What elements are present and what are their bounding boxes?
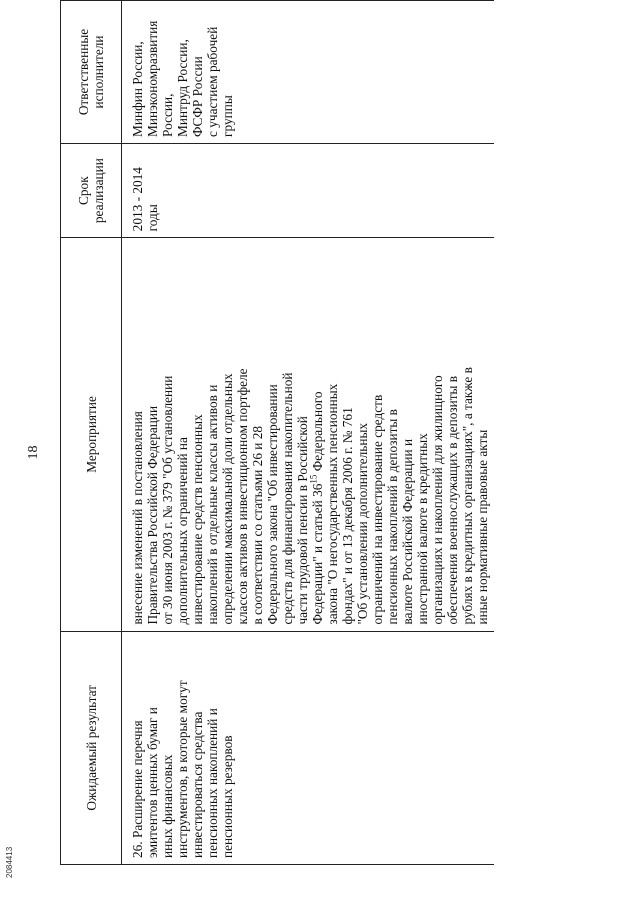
text-line: иные нормативные правовые акты (475, 429, 490, 625)
text-line: пенсионных накоплений в депозиты в (385, 409, 400, 625)
table-row (122, 1, 495, 865)
text-line: в соответствии со статьями 26 и 28 (250, 425, 265, 625)
text-line: России, (160, 93, 175, 137)
text-line: Минэкономразвития (145, 20, 160, 137)
cell-expected-result (122, 631, 495, 864)
text-line: ФСФР России (190, 56, 205, 137)
text-line: группы (220, 95, 235, 137)
text-line: валюте Российской Федерации и (400, 438, 415, 625)
measures-table (60, 0, 494, 865)
text-line: иностранной валюте в кредитных (415, 433, 430, 625)
header-expected-result: Ожидаемый результат (61, 631, 122, 864)
text-line: инвестирование средств пенсионных (190, 414, 205, 625)
text-line: эмитентов ценных бумаг и (145, 707, 160, 858)
superscript-article-number: 15 (308, 474, 319, 484)
cell-responsible (122, 1, 495, 144)
text-line: дополнительных ограничений на (175, 437, 190, 625)
text-line: классов активов в инвестиционном портфеле (235, 368, 250, 625)
table-header-row (61, 1, 122, 865)
text-line: определении максимальной доли отдельных (220, 373, 235, 625)
text-line: ограничений на инвестирование средств (370, 394, 385, 625)
text-line: 2013 - 2014 (130, 167, 145, 232)
cell-term (122, 143, 495, 237)
text-line: "Об установлении дополнительных (355, 422, 370, 625)
text-line: средств для финансирования накопительной (280, 372, 295, 625)
text-line: организациях и накоплений для жилищного (430, 375, 445, 625)
text-line: инвестироваться средства (190, 711, 205, 858)
text-line: внесение изменений в постановления (130, 411, 145, 625)
header-responsible-line: исполнители (91, 35, 106, 109)
text-line: части трудовой пенсии в Российской (295, 416, 310, 625)
text-line: от 30 июня 2003 г. № 379 "Об установлении (160, 375, 175, 625)
text-line: пенсионных резервов (220, 735, 235, 858)
text-line: рублях в кредитных организациях", а также в (460, 367, 475, 625)
text-line-with-superscript (310, 244, 325, 624)
text-line: закона "О негосударственных пенсионных (325, 383, 340, 625)
header-responsible-line: Ответственные (76, 28, 91, 116)
text-line: накоплений в отдельные классы активов и (205, 384, 220, 625)
text-line: Правительства Российской Федерации (145, 405, 160, 625)
header-responsible (61, 1, 122, 144)
text-line: фондах" и от 13 декабря 2006 г. № 761 (340, 407, 355, 625)
header-term-line: реализации (91, 158, 106, 224)
document-stamp-number: 2084413 (5, 846, 14, 878)
header-measure: Мероприятие (61, 238, 122, 631)
text-line: инструментов, в которые могут (175, 680, 190, 858)
text-line: Федерального закона "Об инвестировании (265, 384, 280, 625)
text-line: Минфин России, (130, 41, 145, 137)
header-term-line: Срок (76, 176, 91, 205)
text-line: годы (145, 204, 160, 232)
text-line: 26. Расширение перечня (130, 720, 145, 858)
page-number: 18 (26, 445, 41, 460)
header-term (61, 143, 122, 237)
text-line: иных финансовых (160, 754, 175, 858)
text-line: с участием рабочей (205, 26, 220, 137)
text-fragment: Федерации" и статьей 36 (310, 483, 325, 625)
text-line: Минтруд России, (175, 39, 190, 137)
cell-measure (122, 238, 495, 631)
text-line: пенсионных накоплений и (205, 708, 220, 858)
text-line: обеспечения военнослужащих в депозиты в (445, 375, 460, 625)
text-fragment: Федерального (310, 391, 325, 475)
